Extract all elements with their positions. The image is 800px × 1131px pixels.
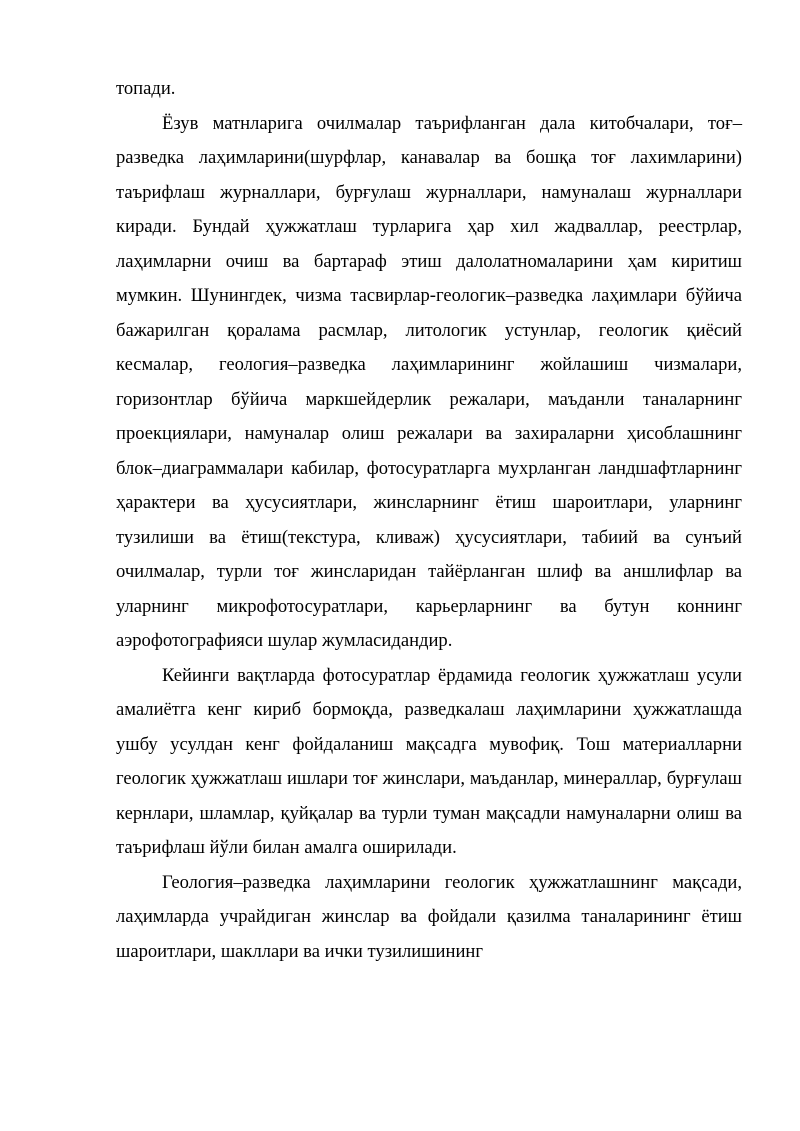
paragraph-continuation: топади. — [116, 78, 176, 99]
paragraph: Ёзув матнларига очилмалар таърифланган дала китобчалари, тоғ–разведка лаҳимларини(шурфлар, канавалар ва бошқа тоғ лахимларини) таърифлаш журналлари, бурғулаш журналлари, намуналаш журналлари киради. Бундай ҳужжатлаш турларига ҳар хил жадваллар, реестрлар, лаҳимларни очиш ва бартараф этиш далолатномаларини ҳам киритиш мумкин. Шунингдек, чизма тасвирлар-геологик–разведка лаҳимлари бўйича бажарилган қоралама расмлар, литологик устунлар, геологик қиёсий кесмалар, геология–разведка лаҳимларининг жойлашиш чизмалари, горизонтлар бўйича маркшейдерлик режалари, маъданли таналарнинг проекциялари, намуналар олиш режалари ва захираларни ҳисоблашнинг блок–диаграммалари кабилар, фотосуратларга мухрланган ландшафтларнинг ҳарактери ва ҳусусиятлари, жинсларнинг ётиш шароитлари, уларнинг тузилиши ва ётиш(текстура, кливаж) ҳусусиятлари, табиий ва сунъий очилмалар, турли тоғ жинсларидан тайёрланган шлиф ва аншлифлар ва уларнинг микрофотосуратлари, карьерларнинг ва бутун коннинг аэрофотографияси шулар жумласидандир. — [116, 112, 742, 651]
paragraph: Геология–разведка лаҳимларини геологик ҳужжатлашнинг мақсади, лаҳимларда учрайдиган жинслар ва фойдали қазилма таналарининг ётиш шароитлари, шакллари ва ички тузилишининг — [116, 871, 742, 962]
paragraph: Кейинги вақтларда фотосуратлар ёрдамида геологик ҳужжатлаш усули амалиётга кенг кириб бормоқда, разведкалаш лаҳимларини ҳужжатлашда ушбу усулдан кенг фойдаланиш мақсадга мувофиқ. Тош материалларни геологик ҳужжатлаш ишлари тоғ жинслари, маъданлар, минераллар, бурғулаш кернлари, шламлар, қуйқалар ва турли туман мақсадли намуналарни олиш ва таърифлаш йўли билан амалга оширилади. — [116, 664, 742, 858]
body-text — [116, 72, 742, 969]
